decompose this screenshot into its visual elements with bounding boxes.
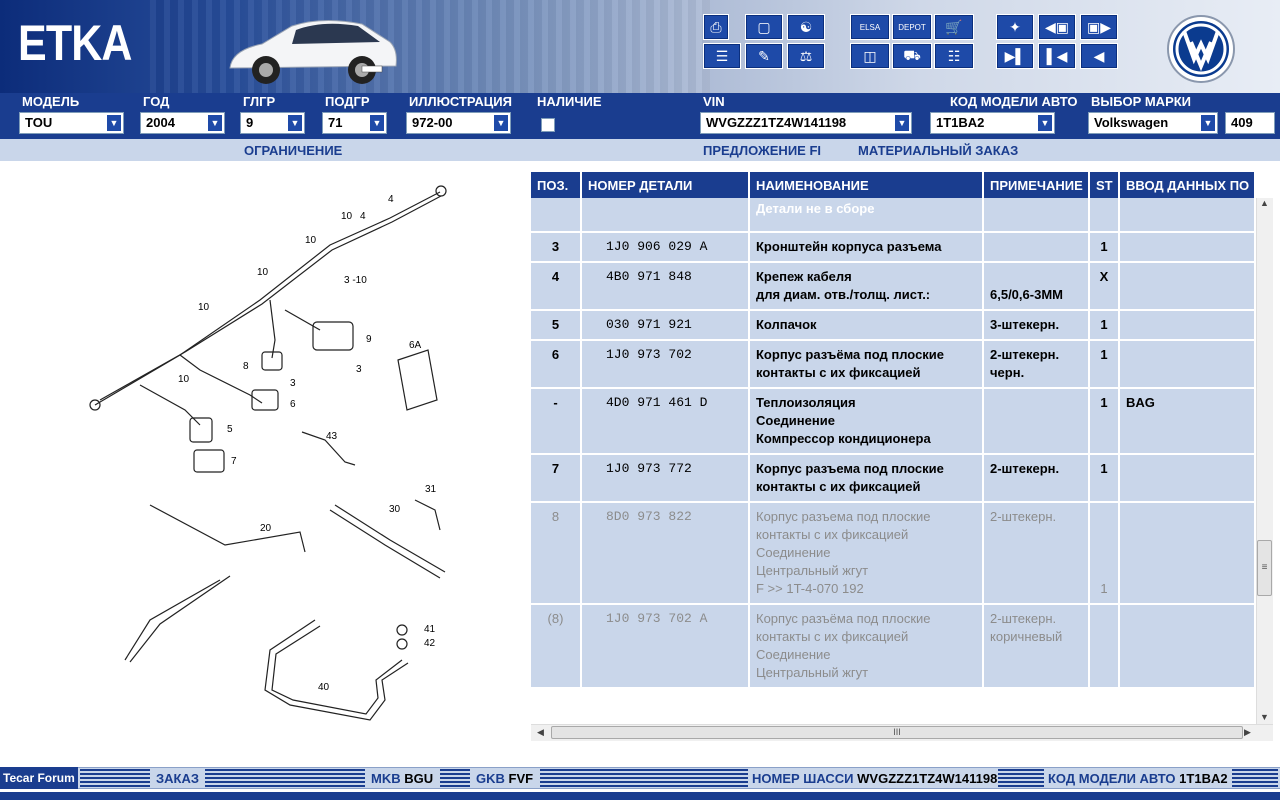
subheader-row [531, 198, 1255, 232]
availability-checkbox[interactable] [541, 118, 555, 132]
vw-logo [1166, 14, 1236, 84]
label-illustration: ИЛЛЮСТРАЦИЯ [409, 94, 512, 109]
vertical-scroll-thumb[interactable]: ≡ [1257, 540, 1272, 596]
model-code-info [1048, 771, 1228, 786]
cell-note [983, 388, 1089, 454]
col-st[interactable]: ST [1089, 172, 1119, 198]
cell-note: 6,5/0,6-3MM [983, 262, 1089, 310]
model-code-select[interactable] [930, 112, 1055, 134]
stripe-decor [205, 769, 365, 787]
stripe-decor [540, 769, 748, 787]
main-group-value: 9 [246, 115, 254, 130]
chassis-info [752, 771, 997, 786]
window-icon[interactable]: ▢ [745, 14, 783, 40]
scale-icon[interactable]: ⚖ [787, 43, 825, 69]
cell-data [1119, 262, 1255, 310]
cell-part: 1J0 973 702 A [581, 604, 749, 688]
chevron-down-icon[interactable]: ▼ [369, 114, 385, 132]
subheader-text: Детали не в сборе [749, 198, 983, 232]
cell-pos: (8) [531, 604, 581, 688]
sub-group-value: 71 [328, 115, 343, 130]
vin-value: WVGZZZ1TZ4W141198 [706, 115, 847, 130]
cell [1119, 198, 1255, 232]
label-availability: НАЛИЧИЕ [537, 94, 602, 109]
mkb-value: BGU [404, 771, 434, 786]
print-icon[interactable]: ⎙ [703, 14, 729, 40]
tecar-forum-link[interactable]: Tecar Forum [0, 767, 78, 789]
truck-icon[interactable]: ⛟ [892, 43, 932, 69]
chevron-down-icon[interactable]: ▼ [493, 114, 509, 132]
cell-data [1119, 340, 1255, 388]
cell-data [1119, 310, 1255, 340]
cell-st: 1 [1089, 232, 1119, 262]
svg-text:30: 30 [389, 504, 401, 515]
cell-pos: 3 [531, 232, 581, 262]
chevron-down-icon[interactable]: ▼ [207, 114, 223, 132]
model-code-status-value: 1T1BA2 [1179, 771, 1228, 786]
col-pos[interactable]: ПОЗ. [531, 172, 581, 198]
scroll-up-icon[interactable]: ▲ [1260, 198, 1269, 208]
stripe-decor [1232, 769, 1278, 787]
cell [581, 198, 749, 232]
label-main-group: ГЛГР [243, 94, 276, 109]
material-order-link[interactable]: МАТЕРИАЛЬНЫЙ ЗАКАЗ [858, 143, 1019, 158]
cell-name: Корпус разъёма под плоские контакты с их фиксацией Соединение Центральный жгут [749, 604, 983, 688]
elsa-icon[interactable]: ELSA [850, 14, 890, 40]
cell-note: 3-штекерн. [983, 310, 1089, 340]
cell-data [1119, 604, 1255, 688]
table-row[interactable] [531, 502, 1255, 604]
svg-text:3 -10: 3 -10 [344, 275, 367, 286]
brand-value: Volkswagen [1094, 115, 1169, 130]
cell-part: 1J0 973 702 [581, 340, 749, 388]
main-group-select[interactable] [240, 112, 305, 134]
cell-pos: 5 [531, 310, 581, 340]
svg-text:5: 5 [227, 424, 233, 435]
cell-note: 2-штекерн. [983, 502, 1089, 604]
chevron-down-icon[interactable]: ▼ [1200, 114, 1216, 132]
svg-text:42: 42 [424, 638, 436, 649]
table-header [531, 172, 1255, 198]
mkb-label: MKB [371, 771, 401, 786]
label-model: МОДЕЛЬ [22, 94, 80, 109]
illustration-value: 972-00 [412, 115, 453, 130]
next-page-icon[interactable]: ▣▶ [1080, 14, 1118, 40]
svg-text:6: 6 [290, 399, 296, 410]
cell-note: 2-штекерн. коричневый [983, 604, 1089, 688]
label-brand: ВЫБОР МАРКИ [1091, 94, 1192, 109]
cell-part: 4B0 971 848 [581, 262, 749, 310]
chevron-down-icon[interactable]: ▼ [1037, 114, 1053, 132]
vin-select[interactable] [700, 112, 912, 134]
col-note[interactable]: ПРИМЕЧАНИЕ [983, 172, 1089, 198]
cell-data [1119, 232, 1255, 262]
cell-pos: 6 [531, 340, 581, 388]
chevron-down-icon[interactable]: ▼ [894, 114, 910, 132]
cart-icon[interactable]: 🛒 [934, 14, 974, 40]
table-row[interactable] [531, 340, 1255, 388]
svg-text:31: 31 [425, 484, 437, 495]
cell [1089, 198, 1119, 232]
cell-pos: 7 [531, 454, 581, 502]
order-link[interactable] [156, 771, 199, 786]
label-year: ГОД [143, 94, 170, 109]
table-row[interactable] [531, 262, 1255, 310]
cell-name: Крепеж кабеля для диам. отв./толщ. лист.: [749, 262, 983, 310]
chevron-down-icon[interactable]: ▼ [106, 114, 122, 132]
chassis-label: НОМЕР ШАССИ [752, 771, 854, 786]
cell [983, 198, 1089, 232]
cell-part: 8D0 973 822 [581, 502, 749, 604]
table-row[interactable] [531, 454, 1255, 502]
cell-st: 1 [1089, 502, 1119, 604]
table-row[interactable] [531, 604, 1255, 688]
parts-table-container [531, 172, 1271, 724]
links-row [0, 139, 1280, 161]
filter-inputs-row [0, 109, 1280, 139]
cart-list-icon[interactable]: ☷ [934, 43, 974, 69]
svg-text:20: 20 [260, 523, 272, 534]
handshake-icon[interactable]: ☯ [787, 14, 825, 40]
cell-part: 1J0 973 772 [581, 454, 749, 502]
cell-data [1119, 502, 1255, 604]
cell-note: 2-штекерн. [983, 454, 1089, 502]
parts-illustration[interactable] [70, 176, 470, 736]
stripe-decor [440, 769, 470, 787]
cell-st: 1 [1089, 310, 1119, 340]
svg-text:6A: 6A [409, 340, 422, 351]
model-code-value: 1T1BA2 [936, 115, 985, 130]
filter-labels-row [0, 93, 1280, 109]
svg-text:43: 43 [326, 431, 338, 442]
svg-text:4: 4 [388, 194, 394, 205]
pencil-icon[interactable]: ✎ [745, 43, 783, 69]
cell-pos: 8 [531, 502, 581, 604]
cell-st: 1 [1089, 388, 1119, 454]
sub-group-select[interactable] [322, 112, 387, 134]
cell-note: 2-штекерн. черн. [983, 340, 1089, 388]
back-icon[interactable]: ◀ [1080, 43, 1118, 69]
svg-text:9: 9 [366, 334, 372, 345]
vertical-scrollbar[interactable] [1256, 198, 1273, 724]
col-data-entry[interactable]: ВВОД ДАННЫХ ПО [1119, 172, 1255, 198]
parts-table [531, 172, 1256, 689]
svg-text:8: 8 [243, 361, 249, 372]
year-value: 2004 [146, 115, 175, 130]
svg-text:41: 41 [424, 624, 436, 635]
scroll-right-icon[interactable]: ▶ [1244, 727, 1251, 737]
brand-code-value: 409 [1231, 115, 1253, 130]
list-icon[interactable]: ☰ [703, 43, 741, 69]
brand-code-field[interactable] [1225, 112, 1275, 134]
svg-text:10: 10 [178, 374, 190, 385]
cell-part: 1J0 906 029 A [581, 232, 749, 262]
svg-text:10: 10 [257, 267, 269, 278]
prev-page-icon[interactable]: ◀▣ [1038, 14, 1076, 40]
last-icon[interactable]: ▶▌ [996, 43, 1034, 69]
depot-icon[interactable]: DEPOT [892, 14, 932, 40]
cell-st: X [1089, 262, 1119, 310]
svg-text:10: 10 [341, 211, 353, 222]
car-image [222, 6, 402, 92]
cell-note [983, 232, 1089, 262]
cell [531, 198, 581, 232]
mkb-info [371, 771, 433, 786]
col-part-number[interactable]: НОМЕР ДЕТАЛИ [581, 172, 749, 198]
cell-part: 030 971 921 [581, 310, 749, 340]
cell-pos: 4 [531, 262, 581, 310]
svg-text:4: 4 [360, 211, 366, 222]
cell-name: Кронштейн корпуса разъема [749, 232, 983, 262]
chevron-down-icon[interactable]: ▼ [287, 114, 303, 132]
chassis-value: WVGZZZ1TZ4W141198 [857, 771, 998, 786]
table-row[interactable] [531, 310, 1255, 340]
cell-data [1119, 454, 1255, 502]
svg-text:10: 10 [305, 235, 317, 246]
label-vin: VIN [703, 94, 725, 109]
label-model-code: КОД МОДЕЛИ АВТО [950, 94, 1078, 109]
col-name[interactable]: НАИМЕНОВАНИЕ [749, 172, 983, 198]
gkb-label: GKB [476, 771, 505, 786]
svg-text:10: 10 [198, 302, 210, 313]
pin-icon[interactable]: ✦ [996, 14, 1034, 40]
horizontal-scroll-thumb[interactable]: III [551, 726, 1243, 739]
model-value: TOU [25, 115, 53, 130]
svg-text:3: 3 [290, 378, 296, 389]
stripe-decor [80, 769, 150, 787]
model-select[interactable] [19, 112, 124, 134]
restriction-link[interactable]: ОГРАНИЧЕНИЕ [244, 143, 343, 158]
cell-pos: - [531, 388, 581, 454]
illustration-select[interactable] [406, 112, 511, 134]
first-icon[interactable]: ▌◀ [1038, 43, 1076, 69]
cell-part: 4D0 971 461 D [581, 388, 749, 454]
order-label: ЗАКАЗ [156, 771, 199, 786]
table-row[interactable] [531, 232, 1255, 262]
cell-name: Теплоизоляция Соединение Компрессор кондиционера [749, 388, 983, 454]
computers-icon[interactable]: ◫ [850, 43, 890, 69]
year-select[interactable] [140, 112, 225, 134]
cell-name: Корпус разъема под плоские контакты с их фиксацией [749, 454, 983, 502]
svg-text:40: 40 [318, 682, 330, 693]
stripe-decor [998, 769, 1044, 787]
brand-select[interactable] [1088, 112, 1218, 134]
model-code-status-label: КОД МОДЕЛИ АВТО [1048, 771, 1176, 786]
cell-data: BAG [1119, 388, 1255, 454]
svg-text:3: 3 [356, 364, 362, 375]
gkb-info [476, 771, 533, 786]
bottom-border [0, 792, 1280, 800]
cell-st: 1 [1089, 340, 1119, 388]
label-sub-group: ПОДГР [325, 94, 370, 109]
table-row[interactable] [531, 388, 1255, 454]
fi-offer-link[interactable]: ПРЕДЛОЖЕНИЕ FI [703, 143, 821, 158]
cell-name: Корпус разъёма под плоские контакты с их фиксацией [749, 340, 983, 388]
scroll-left-icon[interactable]: ◀ [537, 727, 544, 737]
etka-logo: ETKA [18, 15, 132, 71]
cell-st: 1 [1089, 454, 1119, 502]
gkb-value: FVF [508, 771, 534, 786]
svg-text:7: 7 [231, 456, 237, 467]
cell-st [1089, 604, 1119, 688]
cell-name: Корпус разъема под плоские контакты с их фиксацией Соединение Центральный жгут F >> 1T-4-070 192 [749, 502, 983, 604]
cell-name: Колпачок [749, 310, 983, 340]
scroll-down-icon[interactable]: ▼ [1260, 712, 1269, 722]
